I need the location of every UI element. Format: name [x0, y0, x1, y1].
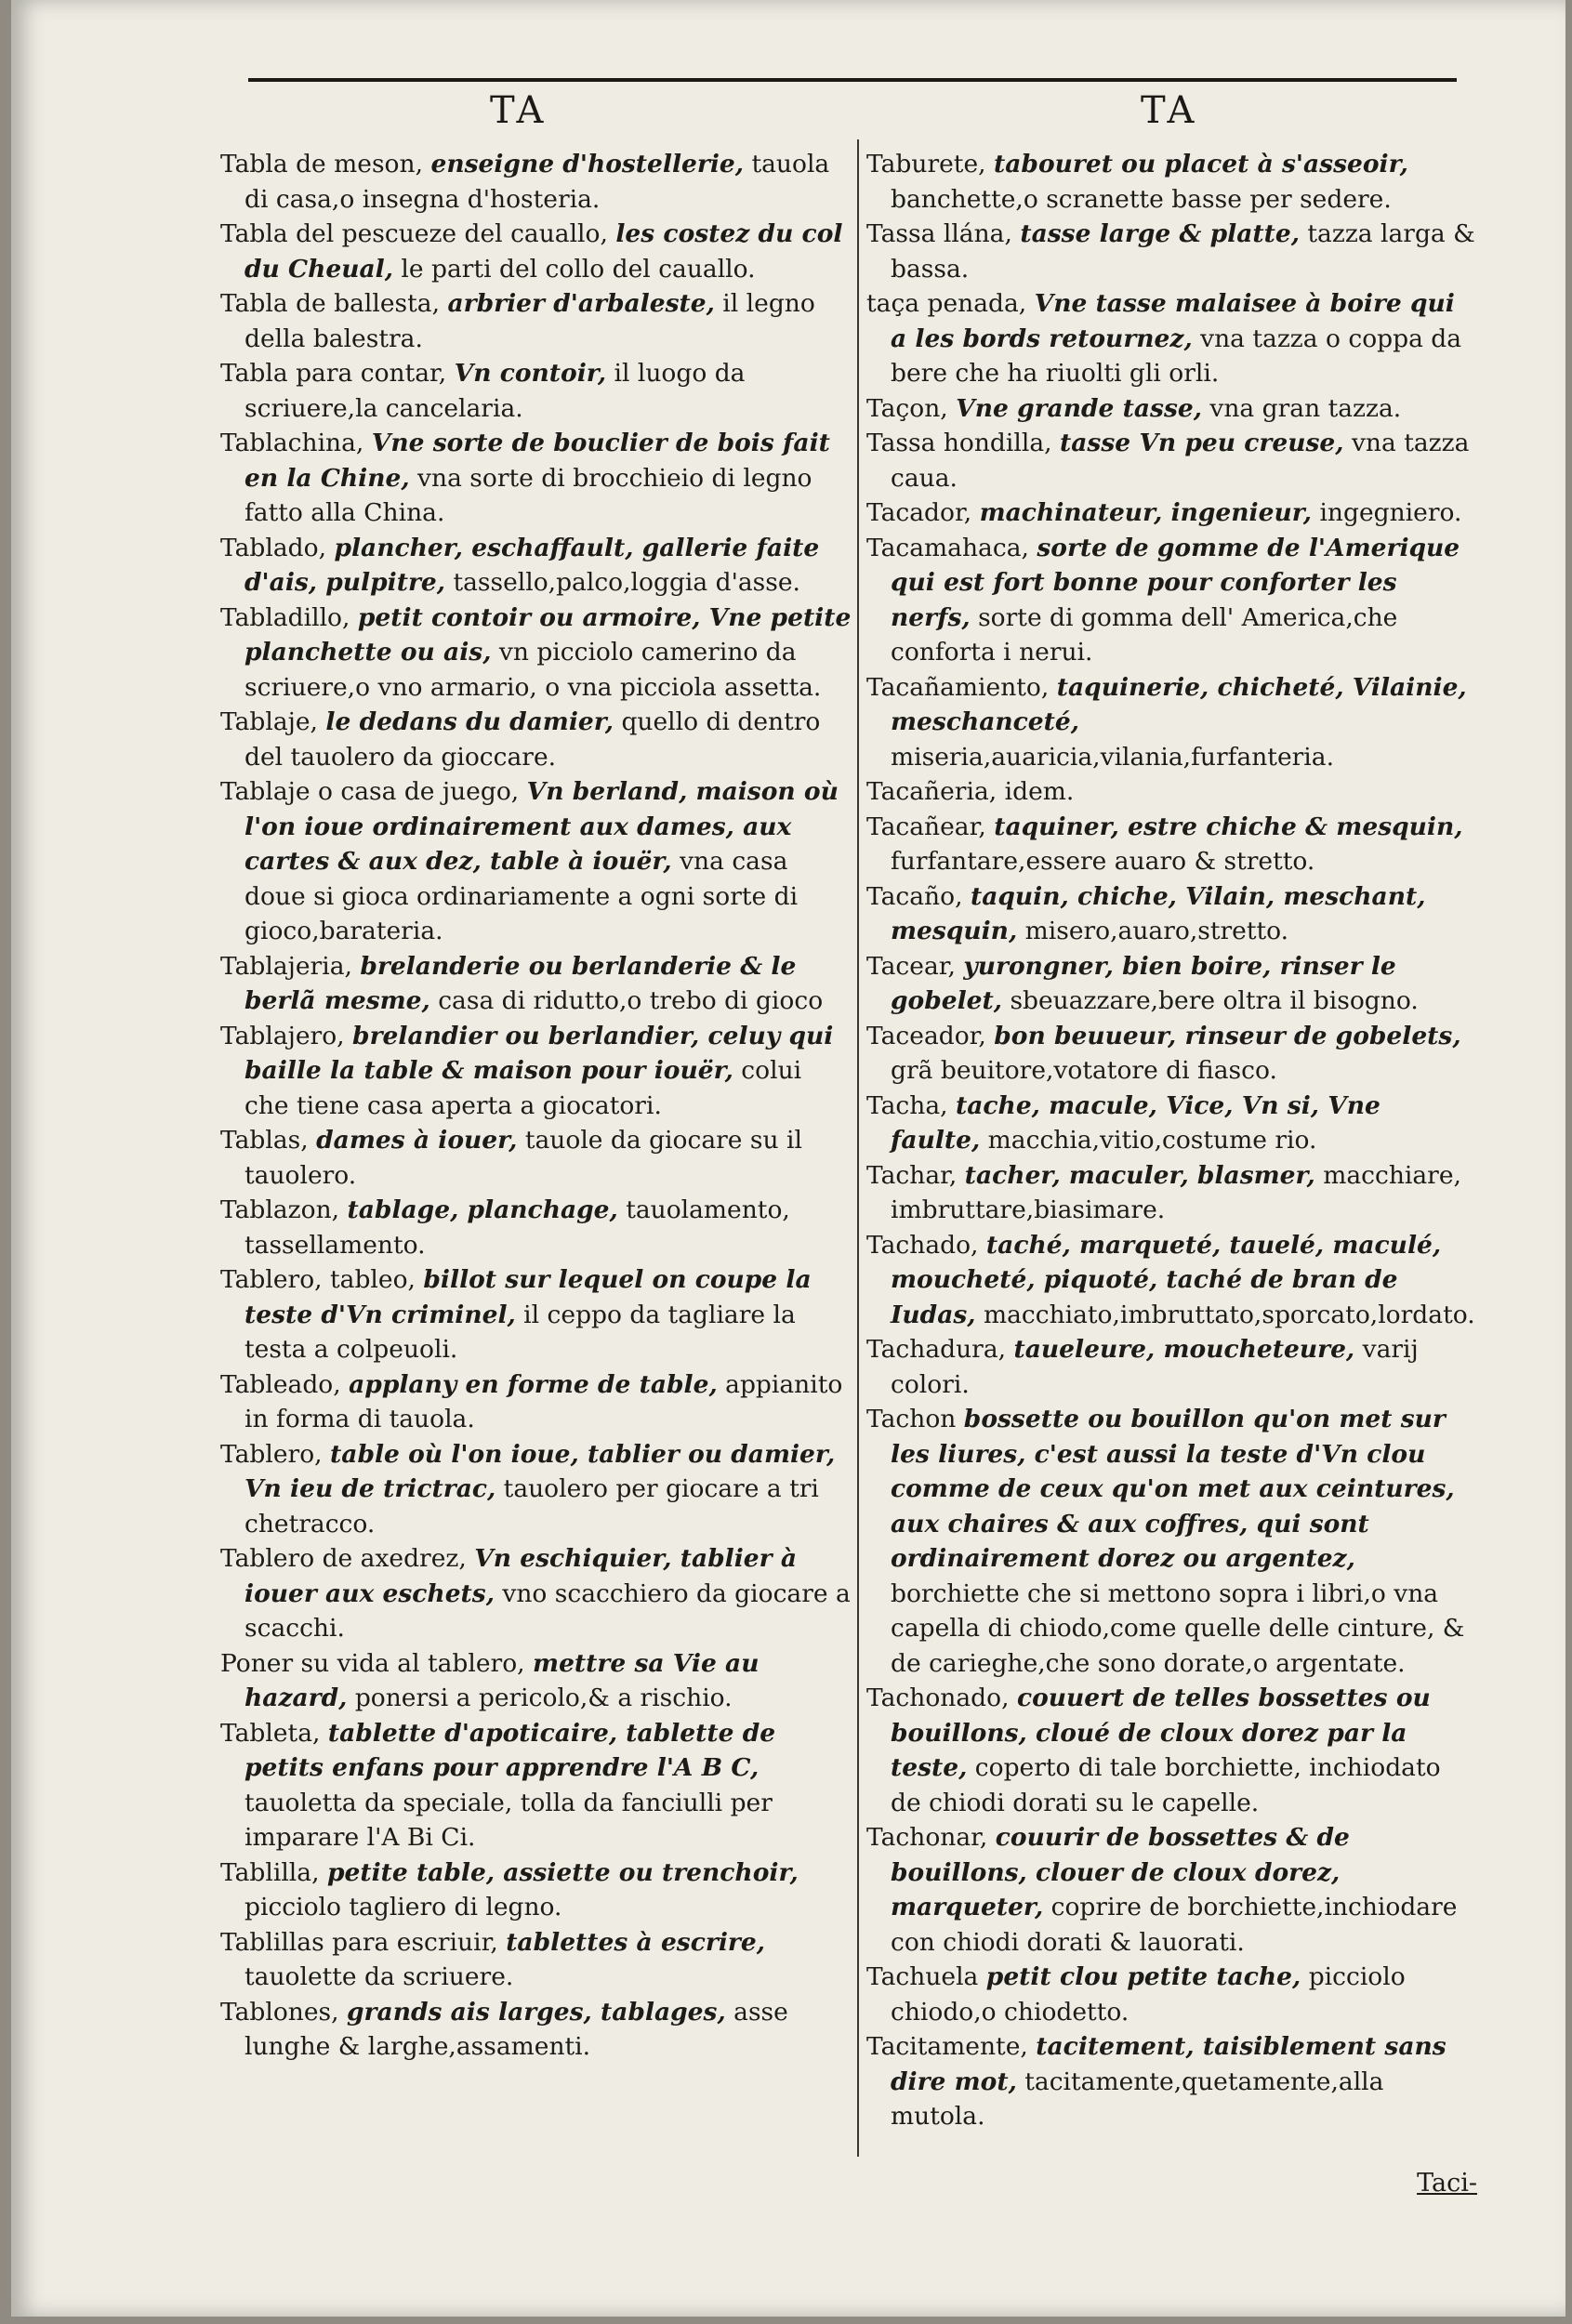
entry-headword: Tabla de ballesta,: [220, 289, 441, 318]
entry-italian-gloss: picciolo tagliero di legno.: [244, 1893, 562, 1921]
dictionary-entry: [866, 670, 1475, 775]
entry-french-gloss: Vn eschiquier, tablier à iouer aux eschets,: [244, 1544, 798, 1608]
entry-italian-gloss: ponersi a pericolo,& a rischio.: [354, 1684, 733, 1712]
entry-headword: Tablillas para escriuir,: [220, 1927, 498, 1957]
entry-italian-gloss: vna tazza o coppa da bere che ha riuolti gli orli.: [891, 324, 1462, 388]
entry-french-gloss: dames à iouer,: [316, 1126, 518, 1155]
entry-italian-gloss: tauola di casa,o insegna d'hosteria.: [244, 150, 830, 214]
catchword: Taci-: [1417, 2169, 1477, 2198]
entry-italian-gloss: appianito in forma di tauola.: [244, 1369, 843, 1433]
entry-italian-gloss: tauole da giocare su il tauolero.: [244, 1126, 802, 1190]
entry-italian-gloss: vna tazza caua.: [891, 429, 1470, 493]
entry-italian-gloss: tauolette da scriuere.: [244, 1962, 514, 1991]
entry-french-gloss: brelandier ou berlandier, celuy qui baille la table & maison pour iouër,: [244, 1021, 834, 1085]
entry-headword: Tacamahaca,: [866, 533, 1029, 562]
entry-french-gloss: taquin, chiche, Vilain, meschant, mesquin,: [891, 881, 1426, 945]
entry-headword: Tachadura,: [866, 1335, 1007, 1364]
entry-italian-gloss: grã beuitore,votatore di fiasco.: [891, 1056, 1277, 1085]
dictionary-entry: [866, 774, 1475, 810]
dictionary-entry: [866, 426, 1475, 495]
entry-french-gloss: billot sur lequel on coupe la teste d'Vn criminel,: [244, 1265, 812, 1329]
entry-italian-gloss: tazza larga & bassa.: [891, 219, 1475, 284]
entry-headword: Tablazon,: [220, 1195, 340, 1224]
entry-headword: Tacaño,: [866, 881, 963, 911]
dictionary-entry: [220, 705, 852, 774]
entry-headword: Tachar,: [866, 1160, 958, 1190]
dictionary-entry: [220, 601, 852, 706]
dictionary-entry: [220, 949, 852, 1019]
entry-italian-gloss: tauolero per giocare a tri chetracco.: [244, 1474, 819, 1538]
entry-french-gloss: couuert de telles bossettes ou bouillons, cloué de cloux dorez par la teste,: [891, 1684, 1431, 1782]
entry-italian-gloss: il luogo da scriuere,la cancelaria.: [244, 359, 746, 423]
entry-italian-gloss: tauoletta da speciale, tolla da fanciulli per imparare l'A Bi Ci.: [244, 1788, 773, 1852]
entry-italian-gloss: banchette,o scranette basse per sedere.: [891, 184, 1392, 214]
column-divider: [857, 139, 859, 2157]
entry-italian-gloss: misero,auaro,stretto.: [1024, 917, 1289, 945]
entry-headword: Tacitamente,: [866, 2032, 1028, 2061]
entry-french-gloss: enseigne d'hostellerie,: [430, 150, 745, 178]
entry-french-gloss: sorte de gomme de l'Amerique qui est fort bonne pour conforter les nerfs,: [891, 533, 1460, 632]
entry-headword: taça penada,: [866, 289, 1027, 318]
book-page: [11, 0, 1565, 2317]
entry-headword: Tacañear,: [866, 812, 986, 841]
entry-french-gloss: tacher, maculer, blasmer,: [964, 1160, 1315, 1190]
entry-italian-gloss: furfantare,essere auaro & stretto.: [891, 847, 1315, 876]
entry-italian-gloss: coperto di tale borchiette, inchiodato de chiodi dorati su le capelle.: [891, 1753, 1441, 1817]
entry-italian-gloss: tauolamento, tassellamento.: [244, 1195, 790, 1260]
dictionary-entry: [866, 1019, 1475, 1089]
running-head-right: TA: [1141, 89, 1198, 132]
entry-french-gloss: tablette d'apoticaire, tablette de petits enfans pour apprendre l'A B C,: [244, 1718, 776, 1782]
entry-headword: Tablaje o casa de juego,: [220, 777, 520, 806]
entry-headword: Tableta,: [220, 1718, 321, 1748]
entry-french-gloss: petit clou petite tache,: [985, 1962, 1301, 1991]
dictionary-entry: [866, 1960, 1475, 2029]
entry-french-gloss: petite table, assiette ou trenchoir,: [326, 1857, 799, 1887]
entry-headword: Tacador,: [866, 498, 972, 527]
dictionary-entry: [866, 810, 1475, 879]
running-head-left: TA: [490, 89, 548, 132]
dictionary-entry: [220, 147, 852, 217]
entry-french-gloss: taché, marqueté, tauelé, maculé, moucheté, piquoté, taché de bran de Iudas,: [891, 1230, 1442, 1329]
entry-french-gloss: arbrier d'arbaleste,: [447, 289, 715, 318]
dictionary-entry: [220, 1367, 852, 1437]
entry-italian-gloss: sbeuazzare,bere oltra il bisogno.: [1010, 986, 1419, 1015]
entry-italian-gloss: vn picciolo camerino da scriuere,o vno armario, o vna picciola assetta.: [244, 638, 822, 702]
entry-french-gloss: taueleure, moucheteure,: [1013, 1335, 1355, 1364]
entry-headword: Tableado,: [220, 1369, 341, 1399]
dictionary-entry: [220, 1646, 852, 1716]
entry-french-gloss: Vne tasse malaisee à boire qui a les bords retournez,: [891, 289, 1455, 353]
entry-headword: Tacañamiento,: [866, 672, 1050, 702]
dictionary-entry: [220, 1716, 852, 1855]
entry-french-gloss: taquiner, estre chiche & mesquin,: [994, 812, 1463, 841]
left-column: [220, 147, 852, 2065]
dictionary-entry: [866, 286, 1475, 391]
entry-headword: Tassa llána,: [866, 219, 1012, 248]
entry-headword: Tacañeria,: [866, 777, 997, 806]
dictionary-entry: [220, 426, 852, 531]
entry-italian-gloss: le parti del collo del cauallo.: [401, 254, 756, 284]
dictionary-entry: [866, 1402, 1475, 1681]
entry-headword: Tabla de meson,: [220, 150, 424, 178]
entry-headword: Tablajeria,: [220, 951, 352, 981]
dictionary-entry: [220, 1855, 852, 1925]
entry-italian-gloss: miseria,auaricia,vilania,furfanteria.: [891, 742, 1334, 772]
entry-french-gloss: yurongner, bien boire, rinser le gobelet,: [891, 951, 1396, 1015]
dictionary-entry: [866, 1820, 1475, 1960]
entry-french-gloss: table où l'on ioue, tablier ou damier, Vn ieu de trictrac,: [244, 1439, 836, 1503]
entry-french-gloss: tasse large & platte,: [1020, 219, 1300, 248]
dictionary-entry: [866, 1681, 1475, 1820]
entry-french-gloss: tacitement, taisiblement sans dire mot,: [891, 2032, 1447, 2096]
dictionary-entry: [866, 531, 1475, 670]
entry-headword: Taceador,: [866, 1021, 986, 1050]
entry-french-gloss: le dedans du damier,: [325, 707, 614, 736]
dictionary-entry: [220, 217, 852, 286]
dictionary-entry: [220, 1123, 852, 1193]
entry-french-gloss: Vne grande tasse,: [956, 393, 1202, 423]
entry-headword: Tablas,: [220, 1126, 309, 1155]
entry-italian-gloss: borchiette che si mettono sopra i libri,o vna capella di chiodo,come quelle delle cinture, & de carieghe,che sono dorate,o argentate.: [891, 1578, 1465, 1678]
dictionary-entry: [866, 217, 1475, 286]
entry-headword: Tablajero,: [220, 1021, 345, 1050]
dictionary-entry: [866, 879, 1475, 949]
entry-italian-gloss: picciolo chiodo,o chiodetto.: [891, 1962, 1406, 2027]
entry-italian-gloss: macchiato,imbruttato,sporcato,lordato.: [983, 1300, 1475, 1329]
dictionary-entry: [220, 1019, 852, 1124]
entry-french-gloss: tasse Vn peu creuse,: [1059, 429, 1344, 457]
dictionary-entry: [866, 2029, 1475, 2134]
entry-french-gloss: bon beuueur, rinseur de gobelets,: [994, 1021, 1461, 1050]
entry-headword: Tachonar,: [866, 1823, 988, 1852]
entry-french-gloss: tablettes à escrire,: [506, 1927, 765, 1957]
entry-italian-gloss: il ceppo da tagliare la testa a colpeuoli.: [244, 1300, 796, 1364]
entry-french-gloss: Vn contoir,: [454, 359, 607, 388]
entry-french-gloss: petit contoir ou armoire, Vne petite planchette ou ais,: [244, 602, 852, 667]
entry-italian-gloss: quello di dentro del tauolero da gioccare.: [244, 707, 821, 772]
entry-french-gloss: tabouret ou placet à s'asseoir,: [994, 150, 1408, 178]
entry-headword: Tacear,: [866, 951, 956, 981]
dictionary-entry: [866, 495, 1475, 531]
entry-headword: Tablero de axedrez,: [220, 1544, 467, 1573]
entry-headword: Tablachina,: [220, 429, 364, 457]
entry-french-gloss: brelanderie ou berlanderie & le berlã mesme,: [244, 951, 797, 1015]
dictionary-entry: [220, 1437, 852, 1542]
entry-headword: Tabla del pescueze del cauallo,: [220, 219, 608, 248]
entry-headword: Taburete,: [866, 150, 986, 178]
entry-headword: Tablado,: [220, 533, 326, 562]
dictionary-entry: [220, 1262, 852, 1367]
entry-headword: Tachado,: [866, 1230, 979, 1260]
entry-italian-gloss: asse lunghe & larghe,assamenti.: [244, 1997, 788, 2061]
entry-headword: Tablero, tableo,: [220, 1265, 416, 1294]
entry-french-gloss: bossette ou bouillon qu'on met sur les liures, c'est aussi la teste d'Vn clou comme de ceux qu'on met aux ceintures, aux chaires & aux coffres, qui sont ordinairement dorez ou argentez,: [891, 1405, 1455, 1573]
entry-headword: Tablilla,: [220, 1857, 320, 1887]
entry-italian-gloss: macchiare, imbruttare,biasimare.: [891, 1160, 1461, 1224]
entry-headword: Tachon: [866, 1405, 957, 1433]
dictionary-entry: [220, 531, 852, 601]
right-column: [866, 147, 1475, 2134]
entry-headword: Tachuela: [866, 1962, 979, 1991]
entry-headword: Tablaje,: [220, 707, 318, 736]
entry-french-gloss: Vne sorte de bouclier de bois fait en la Chine,: [244, 429, 830, 493]
entry-italian-gloss: ingegniero.: [1319, 498, 1462, 527]
entry-french-gloss: couurir de bossettes & de bouillons, clouer de cloux dorez, marqueter,: [891, 1823, 1350, 1921]
entry-french-gloss: grands ais larges, tablages,: [347, 1997, 726, 2027]
dictionary-entry: [866, 391, 1475, 427]
entry-italian-gloss: vna sorte di brocchieio di legno fatto alla China.: [244, 463, 812, 527]
entry-italian-gloss: vna casa doue si gioca ordinariamente a ogni sorte di gioco,barateria.: [244, 847, 799, 945]
entry-italian-gloss: macchia,vitio,costume rio.: [987, 1126, 1317, 1155]
entry-headword: Poner su vida al tablero,: [220, 1648, 525, 1678]
dictionary-entry: [220, 1541, 852, 1646]
entry-headword: Tacha,: [866, 1090, 948, 1120]
dictionary-entry: [866, 949, 1475, 1019]
entry-headword: Taçon,: [866, 393, 948, 423]
entry-french-gloss: plancher, eschaffault, gallerie faite d'ais, pulpitre,: [244, 533, 820, 597]
entry-italian-gloss: il legno della balestra.: [244, 289, 815, 353]
dictionary-entry: [220, 1193, 852, 1262]
entry-italian-gloss: tacitamente,quetamente,alla mutola.: [891, 2067, 1384, 2131]
dictionary-entry: [220, 356, 852, 426]
entry-french-gloss: Vn berland, maison où l'on ioue ordinairement aux dames, aux cartes & aux dez, table à iouër,: [244, 777, 839, 876]
entry-headword: Tabla para contar,: [220, 359, 447, 388]
entry-french-gloss: mettre sa Vie au hazard,: [244, 1648, 760, 1712]
entry-italian-gloss: coprire de borchiette,inchiodare con chiodi dorati & lauorati.: [891, 1893, 1458, 1957]
dictionary-entry: [220, 774, 852, 949]
entry-french-gloss: applany en forme de table,: [349, 1369, 718, 1399]
dictionary-entry: [866, 1228, 1475, 1333]
dictionary-entry: [866, 1158, 1475, 1228]
dictionary-entry: [866, 1089, 1475, 1158]
entry-italian-gloss: vna gran tazza.: [1209, 393, 1402, 423]
dictionary-entry: [220, 1925, 852, 1995]
entry-italian-gloss: colui che tiene casa aperta a giocatori.: [244, 1056, 802, 1120]
entry-italian-gloss: tassello,palco,loggia d'asse.: [453, 568, 800, 597]
entry-headword: Tabladillo,: [220, 602, 350, 632]
entry-french-gloss: taquinerie, chicheté, Vilainie, meschanceté,: [891, 672, 1467, 736]
entry-headword: Tablones,: [220, 1997, 339, 2027]
entry-headword: Tachonado,: [866, 1684, 1010, 1712]
entry-italian-gloss: idem.: [1004, 777, 1075, 806]
dictionary-entry: [866, 147, 1475, 217]
entry-french-gloss: les costez du col du Cheual,: [244, 219, 843, 284]
entry-headword: Tablero,: [220, 1439, 323, 1469]
dictionary-entry: [866, 1332, 1475, 1402]
entry-french-gloss: tablage, planchage,: [347, 1195, 618, 1224]
entry-italian-gloss: sorte di gomma dell' America,che conforta i nerui.: [891, 602, 1398, 667]
entry-italian-gloss: vno scacchiero da giocare a scacchi.: [244, 1578, 851, 1643]
dictionary-entry: [220, 1995, 852, 2065]
header-rule: [248, 78, 1457, 82]
entry-french-gloss: machinateur, ingenieur,: [979, 498, 1313, 527]
entry-italian-gloss: varij colori.: [891, 1335, 1419, 1399]
entry-french-gloss: tache, macule, Vice, Vn si, Vne faulte,: [891, 1090, 1380, 1155]
entry-headword: Tassa hondilla,: [866, 429, 1052, 457]
dictionary-entry: [220, 286, 852, 356]
entry-italian-gloss: casa di ridutto,o trebo di gioco: [438, 986, 824, 1015]
